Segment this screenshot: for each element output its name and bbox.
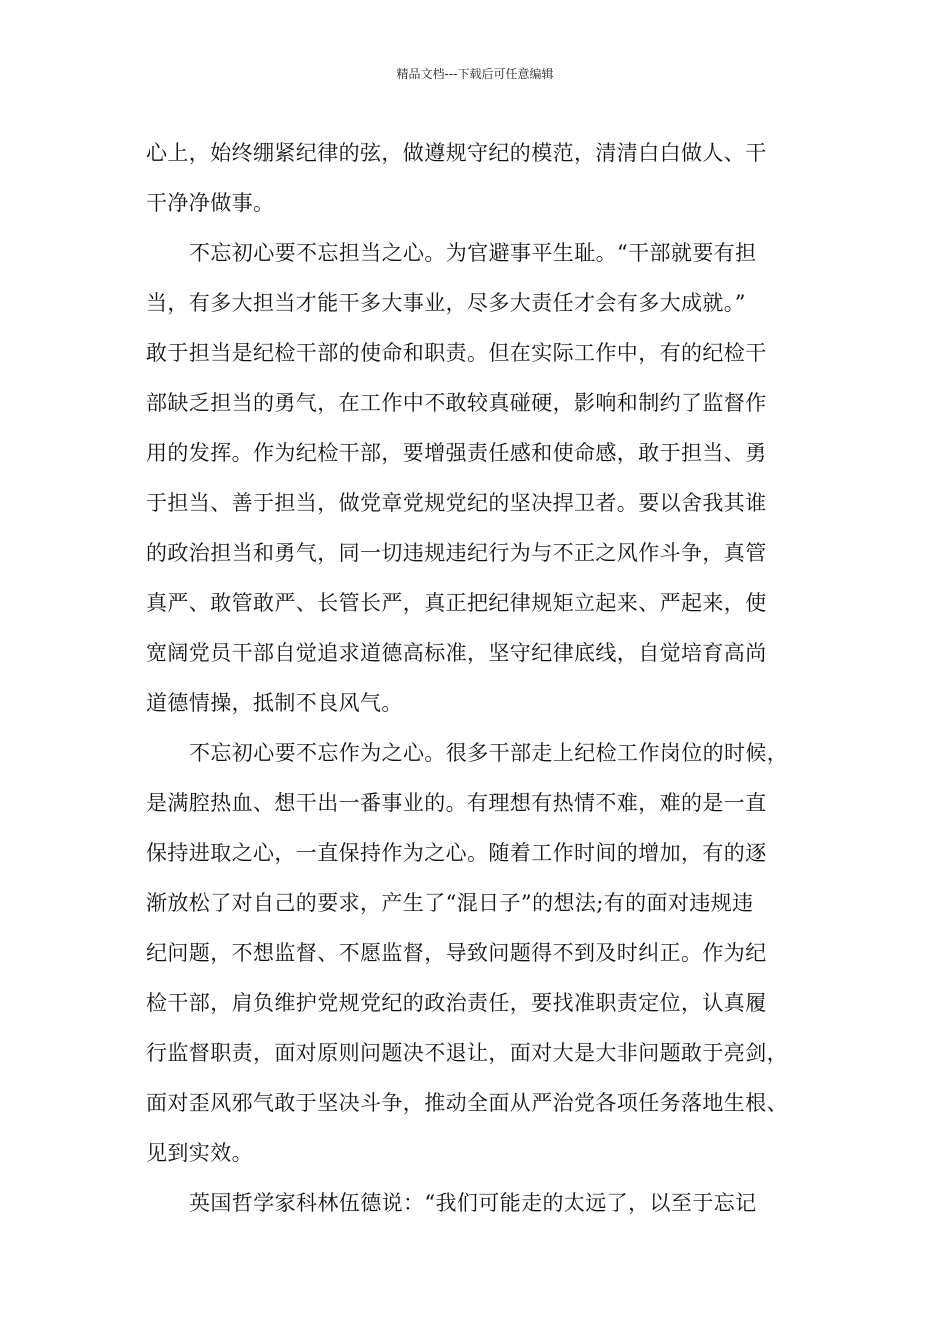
page-header: 精品文档---下载后可任意编辑 [396,67,554,81]
document-body [146,128,832,1228]
text-line: 用的发挥。作为纪检干部，要增强责任感和使命感，敢于担当、勇 [146,441,767,465]
text-line: 干净净做事。 [146,191,275,215]
text-line: 部缺乏担当的勇气，在工作中不敢较真碰硬，影响和制约了监督作 [146,391,767,415]
text-line: 于担当、善于担当，做党章党规党纪的坚决捍卫者。要以舍我其谁 [146,491,767,515]
text-line: 渐放松了对自己的要求，产生了“混日子”的想法;有的面对违规违 [146,891,754,915]
text-line: 的政治担当和勇气，同一切违规违纪行为与不正之风作斗争，真管 [146,541,767,565]
text-line: 宽阔党员干部自觉追求道德高标准，坚守纪律底线，自觉培育高尚 [146,641,767,665]
text-line: 心上，始终绷紧纪律的弦，做遵规守纪的模范，清清白白做人、干 [146,141,767,165]
text-line: 行监督职责，面对原则问题决不退让，面对大是大非问题敢于亮剑， [146,1041,788,1065]
text-line: 保持进取之心，一直保持作为之心。随着工作时间的增加，有的逐 [146,841,767,865]
text-line: 见到实效。 [146,1141,253,1165]
text-line: 当，有多大担当才能干多大事业，尽多大责任才会有多大成就。” [146,291,746,315]
paragraph-start-line: 英国哲学家科林伍德说：“我们可能走的太远了，以至于忘记 [189,1191,757,1215]
paragraph-start-line: 不忘初心要不忘作为之心。很多干部走上纪检工作岗位的时候， [189,741,789,765]
text-line: 敢于担当是纪检干部的使命和职责。但在实际工作中，有的纪检干 [146,341,767,365]
text-line: 道德情操，抵制不良风气。 [146,691,403,715]
text-line: 纪问题，不想监督、不愿监督，导致问题得不到及时纠正。作为纪 [146,941,767,965]
paragraph-start-line: 不忘初心要不忘担当之心。为官避事平生耻。“干部就要有担 [189,241,757,265]
text-line: 真严、敢管敢严、长管长严，真正把纪律规矩立起来、严起来，使 [146,591,767,615]
text-line: 是满腔热血、想干出一番事业的。有理想有热情不难，难的是一直 [146,791,767,815]
text-line: 面对歪风邪气敢于坚决斗争，推动全面从严治党各项任务落地生根、 [146,1091,788,1115]
text-line: 检干部，肩负维护党规党纪的政治责任，要找准职责定位，认真履 [146,991,767,1015]
